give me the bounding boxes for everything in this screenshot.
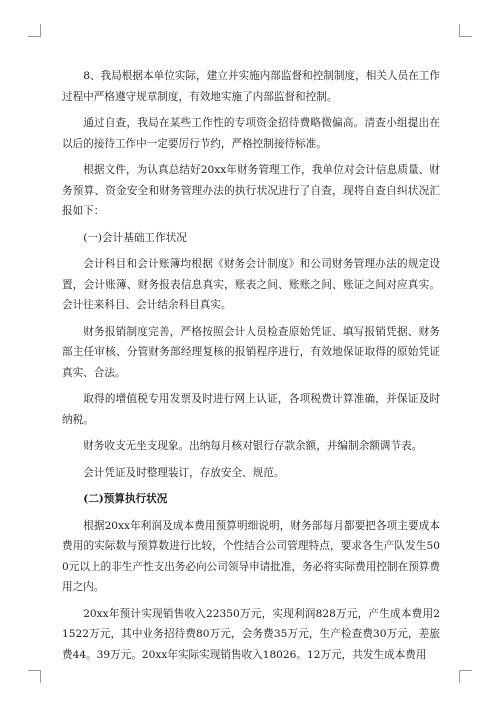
paragraph-voucher-binding: 会计凭证及时整理装订，存放安全、规范。 <box>83 466 285 479</box>
crop-mark-top-left <box>28 24 41 37</box>
section-heading-accounting-basics: (一)会计基础工作状况 <box>83 231 187 244</box>
paragraph-budget-comparison: 根据20xx年利润及成本费用预算明细说明，财务部每月都要把各项主要成本费用的实际数与预算数进行比较，个性结合公司管理特点，要求各生产队发生500元以上的非生产性支出务必向公司领导申请批准，务必将实际费用控制在预算费用之内。 <box>62 519 440 593</box>
crop-mark-top-right <box>459 24 472 37</box>
paragraph-reimbursement: 财务报销制度完善，严格按照会计人员检查原始凭证、填写报销凭据、财务部主任审核、分管财务部经理复核的报销程序进行，有效地保证取得的原始凭证真实、合法。 <box>62 325 440 379</box>
paragraph-cash-handling: 财务收支无坐支现象。出纳每月核对银行存款余额，并编制余额调节表。 <box>83 440 423 452</box>
paragraph-entertainment-expense: 通过自查，我局在某些工作性的专项资金招待费略微偏高。清查小组提出在以后的接待工作中一定要厉行节约，严格控制接待标准。 <box>62 117 440 150</box>
section-heading-budget-execution: (二)预算执行状况 <box>83 493 168 505</box>
paragraph-internal-control: 8、我局根据本单位实际，建立并实施内部监督和控制制度，相关人员在工作过程中严格遵守规章制度，有效地实施了内部监督和控制。 <box>62 70 440 103</box>
paragraph-budget-figures: 20xx年预计实现销售收入22350万元，实现利润828万元，产生成本费用21522万元，其中业务招待费80万元，会务费35万元，生产检查费30万元，差旅费44。39万元。20xx年实际实现销售收入18026。12万元，共发生成本费用 <box>62 607 440 661</box>
document-body <box>62 66 440 671</box>
paragraph-accounting-books: 会计科目和会计账簿均根据《财务会计制度》和公司财务管理办法的规定设置，会计账簿、财务报表信息真实，账表之间、账账之间、账证之间对应真实。会计往来科目、会计结余科目真实。 <box>62 258 440 311</box>
paragraph-vat-invoices: 取得的增值税专用发票及时进行网上认证，各项税费计算准确，并保证及时纳税。 <box>62 393 440 426</box>
crop-mark-bottom-left <box>28 670 41 683</box>
crop-mark-bottom-right <box>459 670 472 683</box>
paragraph-self-inspection-intro: 根据文件，为认真总结好20xx年财务管理工作，我单位对会计信息质量、财务预算、资金安全和财务管理办法的执行状况进行了自查，现将自查自纠状况汇报如下： <box>62 164 440 217</box>
